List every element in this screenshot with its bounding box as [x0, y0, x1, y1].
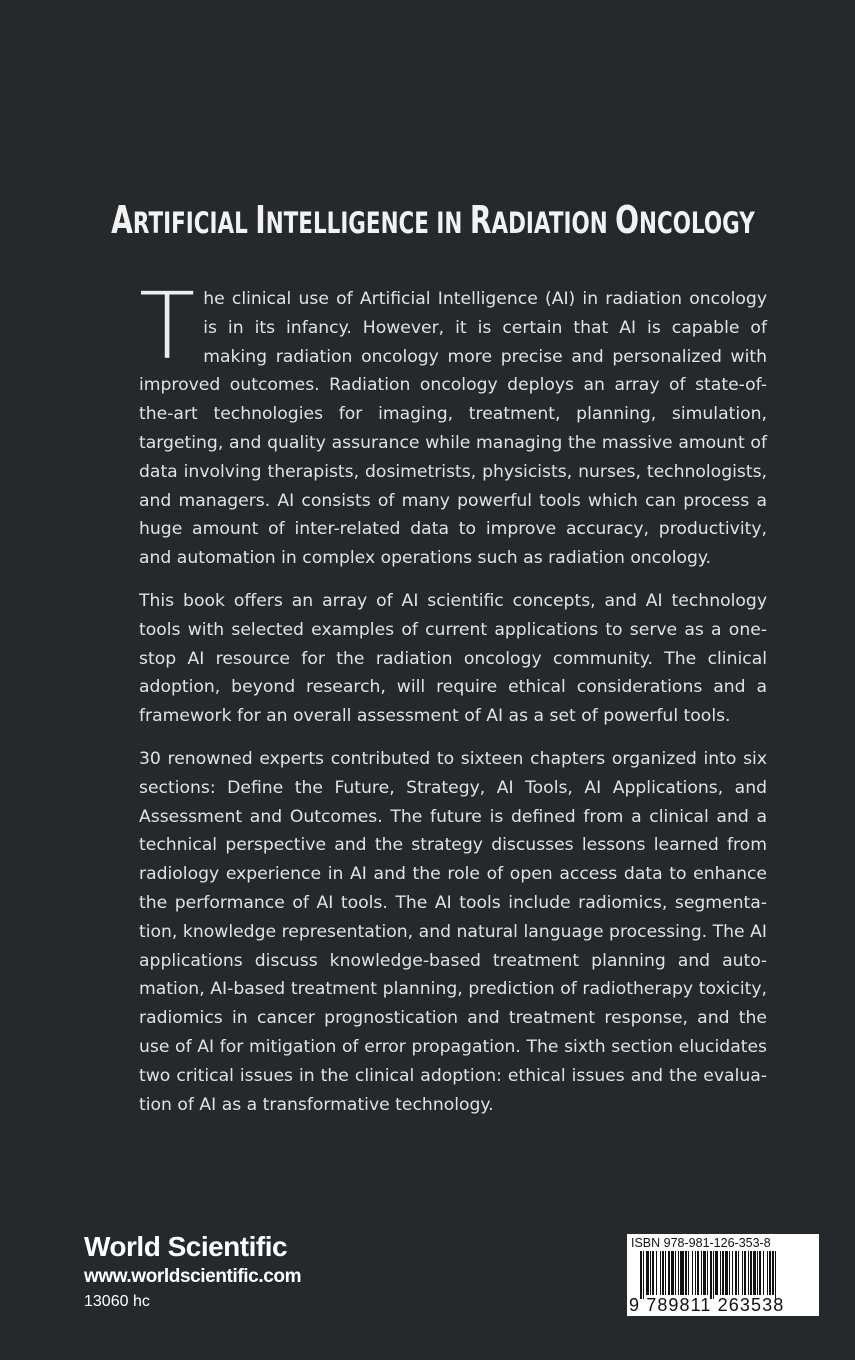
title-word-artificial: RTIFICIAL: [132, 206, 256, 240]
blurb-paragraph-1-text: he clinical use of Artificial Intelligence (AI) in radiation oncology is in its infancy. However, it is certain that AI is capable of making radiation oncology more precise and personalized with improved outcomes. Radiation oncology deploys an array of state-of-the-art technologies for imaging, treatment, planning, simulation, targeting, and quality assurance while managing the massive amount of data involving therapists, dosimetrists, physicists, nurses, technologists, and managers. AI consists of many powerful tools which can process a huge amount of inter-related data to improve accuracy, productivity, and automation in complex operations such as radiation oncology.: [139, 289, 767, 569]
barcode-bar: [697, 1251, 699, 1295]
title-word-oncology: NCOLOGY: [639, 206, 755, 240]
barcode-bar: [643, 1251, 644, 1299]
publisher-website: www.worldscientific.com: [84, 1266, 302, 1287]
barcode-bar: [668, 1251, 670, 1295]
barcode-bar: [748, 1251, 749, 1295]
barcode-bar: [703, 1251, 706, 1295]
barcode-bar: [688, 1251, 689, 1295]
barcode-bar: [692, 1251, 693, 1295]
barcode-bar: [725, 1251, 728, 1295]
barcode-bar: [656, 1251, 657, 1295]
barcode-bar: [640, 1251, 642, 1299]
blurb-paragraph-1: [139, 273, 767, 573]
barcode-bar: [701, 1251, 702, 1295]
barcode-bar: [738, 1251, 739, 1295]
barcode-bar: [662, 1251, 664, 1295]
barcode-bar: [769, 1251, 771, 1295]
barcode-bar: [732, 1251, 733, 1295]
barcode-bar: [729, 1251, 730, 1295]
barcode-bar: [710, 1251, 712, 1299]
barcode-bar: [715, 1251, 718, 1295]
blurb-paragraph-2: This book offers an array of AI scientific concepts, and AI technology tools with selected examples of current applications to serve as a one-stop AI resource for the radiation oncology community. The clinical adoption, beyond research, will require ethical considerations and a framework for an overall assessment of AI as a set of powerful tools.: [139, 590, 767, 727]
barcode-bar: [665, 1251, 666, 1295]
blurb: [139, 273, 767, 1133]
barcode-bar: [775, 1251, 776, 1299]
drop-cap: T: [139, 273, 196, 380]
barcode-bar: [722, 1251, 724, 1295]
barcode-bar: [713, 1251, 714, 1299]
barcode-bar: [753, 1251, 756, 1295]
title-word-radiation: ADIATION: [491, 206, 616, 240]
barcode-bar: [767, 1251, 768, 1295]
title-initial-i: I: [255, 198, 266, 242]
book-title: [111, 198, 755, 242]
barcode-bar: [678, 1251, 679, 1295]
blurb-paragraph-3: 30 renowned experts contributed to sixteen chapters organized into six sections: Define the Future, Strategy, AI Tools, AI Applications, and Assessment and Outcomes. The future is defined from a clinical and a technical perspective and the strategy discusses lessons learned from radiology experience in AI and the role of open access data to enhance the performance of AI tools. The AI tools include radiomics, segmentation, knowledge representation, and natural language processing. The AI applications discuss knowledge-based treatment planning and automation, AI-based treatment planning, prediction of radiotherapy toxicity, radiomics in cancer prognostication and treatment response, and the use of AI for mitigation of error propagation. The sixth section elucidates two critical issues in the clinical adoption: ethical issues and the evaluation of AI as a transformative technology.: [139, 748, 767, 1115]
barcode-bar: [671, 1251, 674, 1295]
title-initial-r: R: [469, 198, 492, 242]
barcode-bar: [660, 1251, 661, 1295]
barcode-bar: [750, 1251, 752, 1295]
title-initial-o: O: [615, 198, 640, 242]
barcode-digits: 9 789811 263538: [629, 1295, 785, 1315]
barcode-bar: [742, 1251, 743, 1295]
barcode-bar: [735, 1251, 737, 1295]
barcode-bar: [695, 1251, 696, 1295]
title-initial-a: A: [111, 198, 133, 242]
barcode-bar: [757, 1251, 758, 1295]
product-code: 13060 hc: [84, 1293, 150, 1310]
publisher-name: World Scientific: [84, 1231, 288, 1262]
barcode-bar: [759, 1251, 761, 1295]
barcode-bar: [744, 1251, 746, 1295]
barcode-bar: [675, 1251, 676, 1295]
barcode-bar: [707, 1251, 708, 1295]
barcode-bar: [652, 1251, 654, 1295]
barcode-bar: [680, 1251, 684, 1295]
barcode-bar: [720, 1251, 721, 1295]
barcode-bar: [772, 1251, 774, 1295]
barcode-bar: [650, 1251, 651, 1295]
barcode-bar: [646, 1251, 649, 1295]
isbn-label: ISBN 978-981-126-353-8: [631, 1236, 771, 1250]
isbn-barcode: [627, 1234, 819, 1316]
title-word-intelligence-in: NTELLIGENCE IN: [265, 206, 470, 240]
barcode-bar: [685, 1251, 687, 1295]
barcode-bar: [763, 1251, 764, 1295]
